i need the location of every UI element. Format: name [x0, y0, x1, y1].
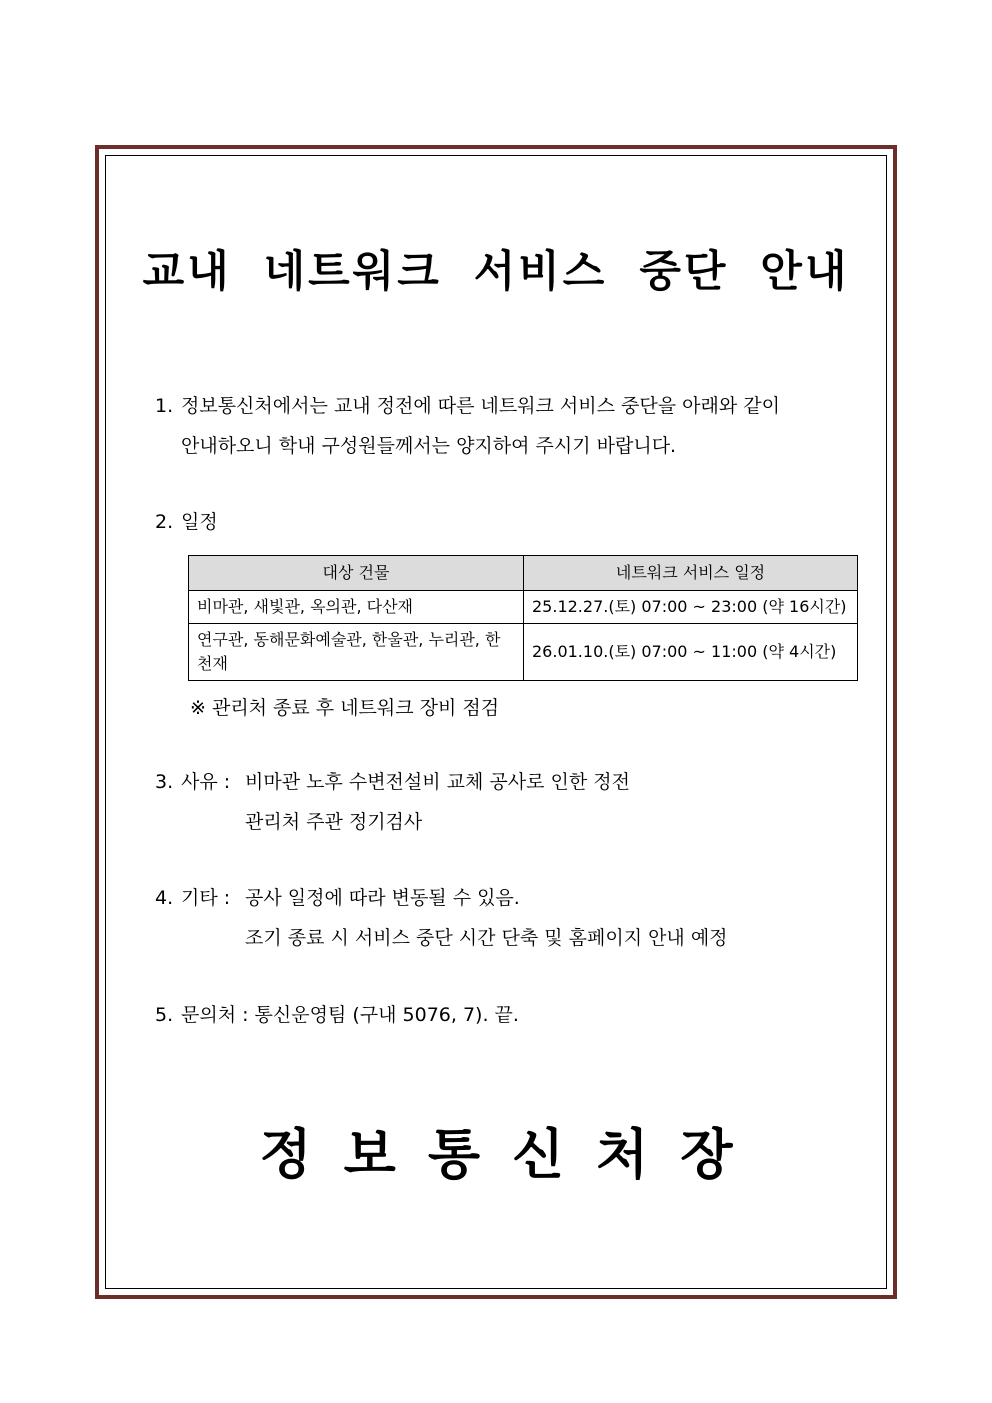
table-cell-building: 비마관, 새빛관, 옥의관, 다산재	[189, 591, 524, 624]
item-5-number: 5.	[155, 1004, 174, 1026]
schedule-table	[188, 555, 858, 681]
table-row	[189, 591, 858, 624]
item-2-label: 일정	[181, 511, 218, 533]
table-header-row	[189, 556, 858, 591]
table-cell-building: 연구관, 동해문화예술관, 한울관, 누리관, 한천재	[189, 624, 524, 681]
item-4-line-1: 공사 일정에 따라 변동될 수 있음.	[245, 887, 520, 909]
item-4-label: 기타 :	[181, 887, 231, 909]
item-4	[155, 878, 728, 958]
item-3-line-2: 관리처 주관 정기검사	[245, 811, 423, 833]
item-3-line-1: 비마관 노후 수변전설비 교체 공사로 인한 정전	[245, 771, 630, 793]
table-cell-schedule: 26.01.10.(토) 07:00 ~ 11:00 (약 4시간)	[524, 624, 858, 681]
table-row	[189, 624, 858, 681]
item-4-number: 4.	[155, 887, 174, 909]
item-3-number: 3.	[155, 771, 174, 793]
item-4-line-2: 조기 종료 시 서비스 중단 시간 단축 및 홈페이지 안내 예정	[245, 927, 728, 949]
item-2-number: 2.	[155, 511, 174, 533]
table-header-cell: 대상 건물	[189, 556, 524, 591]
document-inner-border	[105, 155, 887, 1289]
document-title: 교내 네트워크 서비스 중단 안내	[142, 247, 850, 297]
item-3-label: 사유 :	[181, 771, 231, 793]
table-header-cell: 네트워크 서비스 일정	[524, 556, 858, 591]
table-note: ※ 관리처 종료 후 네트워크 장비 점검	[190, 697, 500, 719]
item-3	[155, 762, 630, 842]
table-cell-schedule: 25.12.27.(토) 07:00 ~ 23:00 (약 16시간)	[524, 591, 858, 624]
item-2	[155, 502, 218, 542]
item-5	[155, 995, 519, 1035]
item-1-number: 1.	[155, 395, 174, 417]
document-outer-border	[95, 145, 897, 1299]
item-5-text: 문의처 : 통신운영팀 (구내 5076, 7). 끝.	[181, 1004, 519, 1026]
item-1	[155, 386, 780, 466]
item-1-line-2: 안내하오니 학내 구성원들께서는 양지하여 주시기 바랍니다.	[181, 435, 677, 457]
signature: 정보통신처장	[259, 1123, 765, 1186]
item-1-line-1: 정보통신처에서는 교내 정전에 따른 네트워크 서비스 중단을 아래와 같이	[181, 395, 780, 417]
